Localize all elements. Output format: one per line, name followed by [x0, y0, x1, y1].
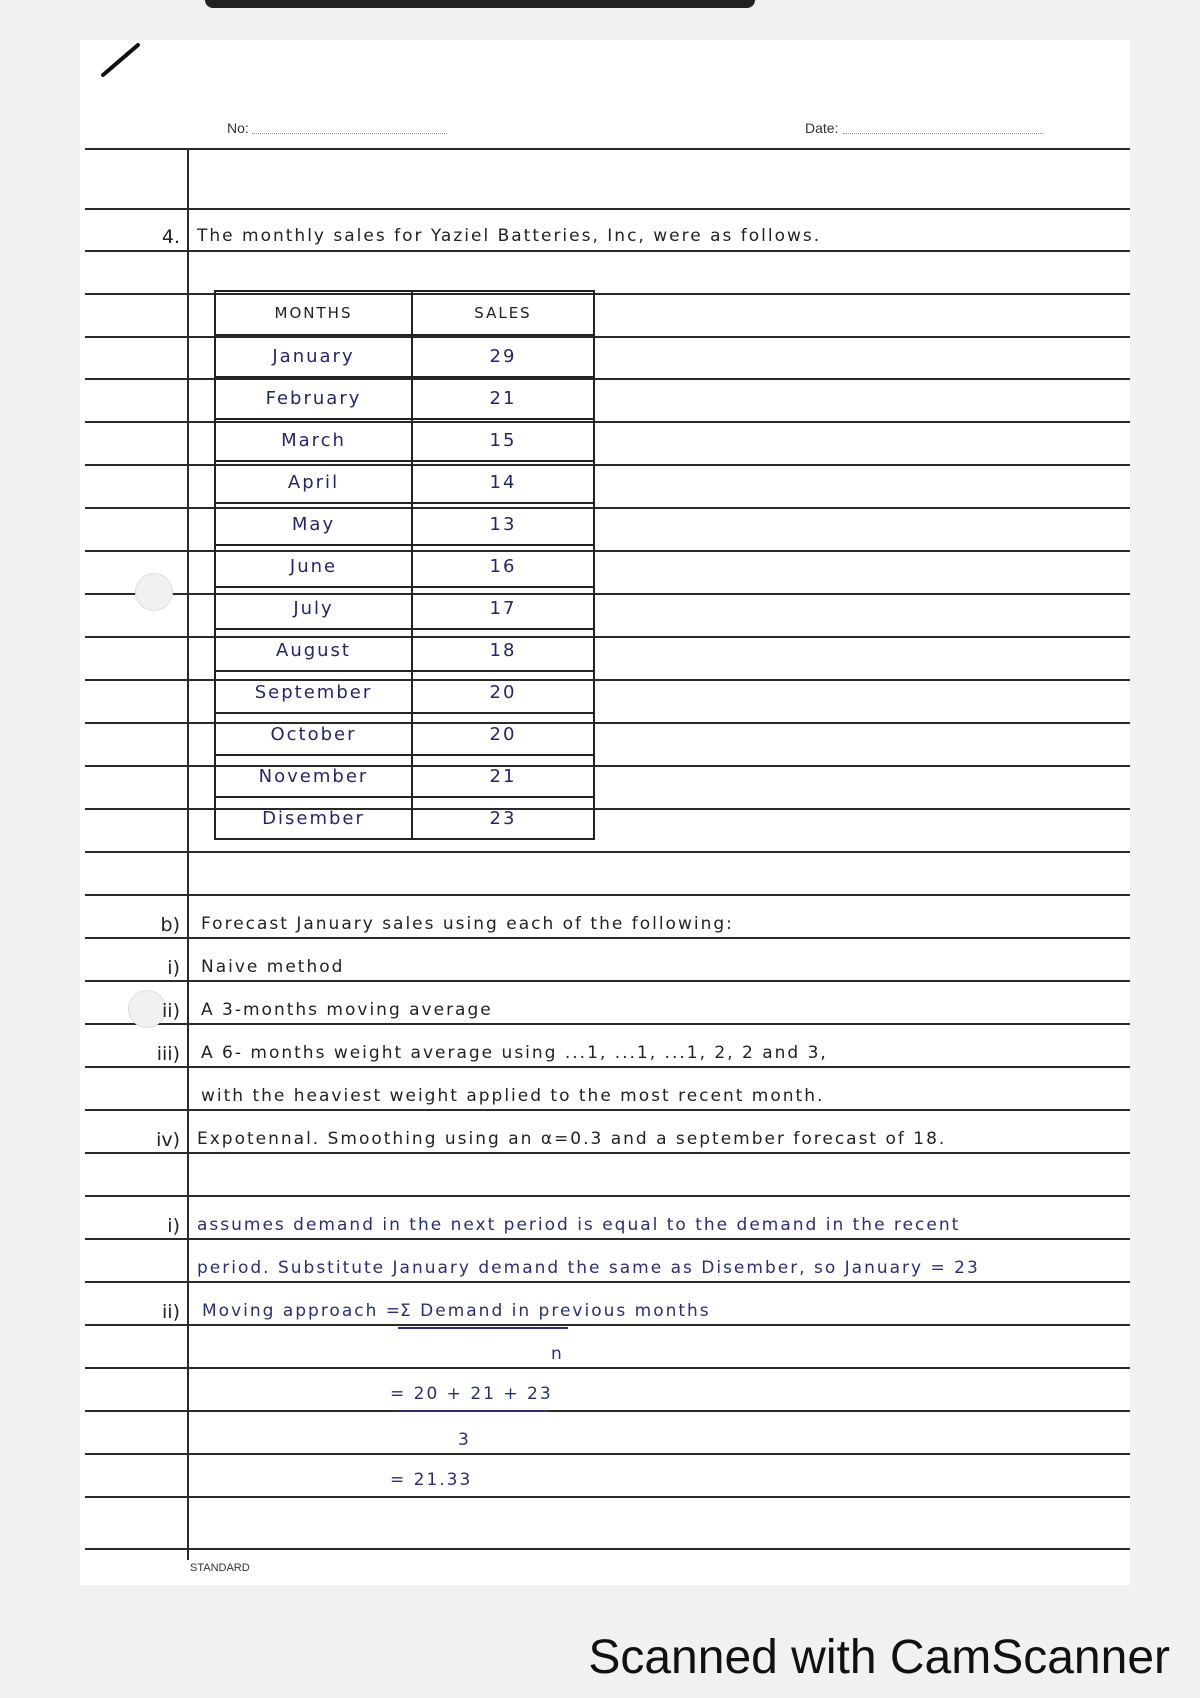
month-cell: October: [215, 713, 412, 755]
sales-cell: 14: [412, 461, 594, 503]
ruled-line: [85, 1195, 1130, 1197]
ruled-line: [85, 1410, 1130, 1412]
header-months: MONTHS: [215, 291, 412, 335]
table-row: [215, 545, 594, 587]
sales-cell: 16: [412, 545, 594, 587]
table-row: [215, 713, 594, 755]
table-row: [215, 503, 594, 545]
camscanner-watermark: Scanned with CamScanner: [588, 1631, 1170, 1684]
sales-cell: 23: [412, 797, 594, 839]
ruled-line: [85, 1023, 1130, 1025]
calc-result: = 21.33: [390, 1470, 473, 1490]
question-intro: The monthly sales for Yaziel Batteries, Inc, were as follows.: [197, 226, 822, 246]
no-label: No:: [227, 120, 249, 136]
item-number: iv): [156, 1129, 180, 1151]
sales-cell: 20: [412, 671, 594, 713]
table-row: [215, 797, 594, 839]
table-row: [215, 629, 594, 671]
ruled-line: [85, 1066, 1130, 1068]
punch-hole: [135, 573, 173, 611]
month-cell: January: [215, 335, 412, 377]
item-number: i): [167, 957, 180, 979]
ruled-line: [85, 894, 1130, 896]
sales-table: [214, 290, 595, 840]
ruled-line: [85, 1548, 1130, 1550]
fraction-bar: [398, 1327, 568, 1329]
table-row: [215, 335, 594, 377]
calc-fraction-bar: [398, 1410, 548, 1412]
part-b-label: b): [160, 914, 180, 936]
ruled-line: [85, 937, 1130, 939]
table-row: [215, 671, 594, 713]
table-header-row: [215, 291, 594, 335]
month-cell: June: [215, 545, 412, 587]
month-cell: February: [215, 377, 412, 419]
answer-ii-label: ii): [162, 1301, 180, 1323]
no-line: [252, 133, 447, 134]
sales-cell: 17: [412, 587, 594, 629]
month-cell: Disember: [215, 797, 412, 839]
ruled-line: [85, 1496, 1130, 1498]
item-text: Naive method: [201, 957, 345, 977]
tick-mark-icon: [98, 40, 148, 80]
item-number: ii): [162, 1000, 180, 1022]
table-row: [215, 587, 594, 629]
sales-cell: 15: [412, 419, 594, 461]
answer-ii-prefix: Moving approach =: [202, 1301, 403, 1321]
table-row: [215, 419, 594, 461]
month-cell: April: [215, 461, 412, 503]
sales-cell: 21: [412, 377, 594, 419]
table-row: [215, 377, 594, 419]
ruled-line: [85, 208, 1130, 210]
calc-numerator: = 20 + 21 + 23: [390, 1384, 553, 1404]
answer-i-label: i): [167, 1215, 180, 1237]
ruled-line: [85, 980, 1130, 982]
ruled-line: [85, 250, 1130, 252]
ruled-line: [85, 1152, 1130, 1154]
scan-top-edge: [205, 0, 755, 8]
answer-i-line2: period. Substitute January demand the same as Disember, so January = 23: [197, 1258, 980, 1278]
item-text: A 6- months weight average using ...1, ...1, ...1, 2, 2 and 3,: [201, 1043, 828, 1063]
ruled-line: [85, 1324, 1130, 1326]
table-row: [215, 755, 594, 797]
ruled-line: [85, 1109, 1130, 1111]
table-row: [215, 461, 594, 503]
ruled-line: [85, 1281, 1130, 1283]
header-sales: SALES: [412, 291, 594, 335]
month-cell: July: [215, 587, 412, 629]
date-label: Date:: [805, 120, 839, 136]
sales-cell: 21: [412, 755, 594, 797]
item-text: with the heaviest weight applied to the most recent month.: [201, 1086, 825, 1106]
month-cell: August: [215, 629, 412, 671]
date-line: [843, 133, 1043, 134]
ruled-line: [85, 148, 1130, 150]
month-cell: September: [215, 671, 412, 713]
month-cell: March: [215, 419, 412, 461]
paper-brand-label: STANDARD: [190, 1562, 250, 1574]
part-b-text: Forecast January sales using each of the following:: [201, 914, 734, 934]
question-number: 4.: [161, 226, 180, 248]
item-text: A 3-months moving average: [201, 1000, 493, 1020]
ruled-line: [85, 1453, 1130, 1455]
formula-denominator: n: [551, 1344, 564, 1364]
sales-cell: 18: [412, 629, 594, 671]
sales-cell: 20: [412, 713, 594, 755]
ruled-line: [85, 851, 1130, 853]
sales-cell: 13: [412, 503, 594, 545]
calc-denominator: 3: [458, 1430, 471, 1450]
ruled-line: [85, 1238, 1130, 1240]
item-text: Expotennal. Smoothing using an α=0.3 and a september forecast of 18.: [197, 1129, 947, 1149]
answer-i-line1: assumes demand in the next period is equal to the demand in the recent: [197, 1215, 961, 1235]
sales-cell: 29: [412, 335, 594, 377]
month-cell: May: [215, 503, 412, 545]
formula-numerator: Σ Demand in previous months: [400, 1301, 711, 1321]
margin-line: [187, 150, 189, 1560]
month-cell: November: [215, 755, 412, 797]
item-number: iii): [156, 1043, 180, 1065]
ruled-line: [85, 1367, 1130, 1369]
